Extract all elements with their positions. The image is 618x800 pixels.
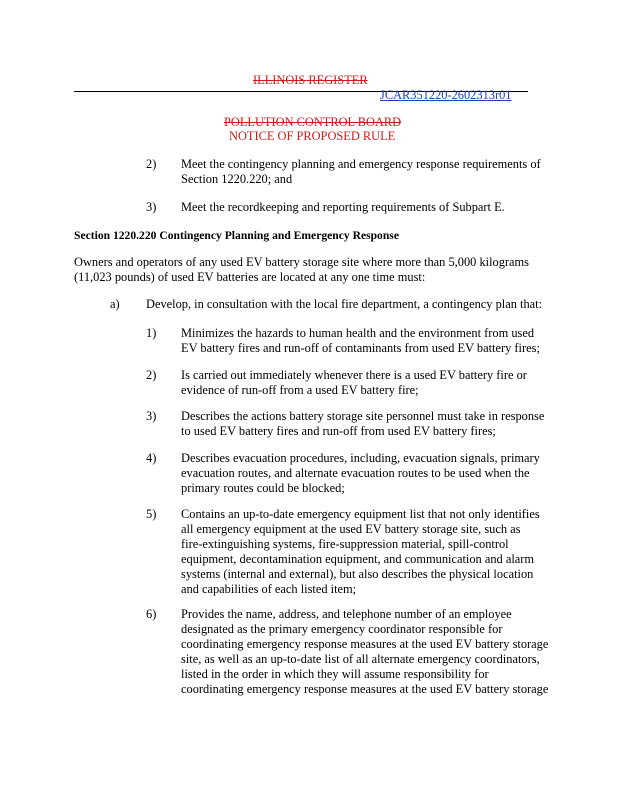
- intro-paragraph-line: Owners and operators of any used EV battery storage site where more than 5,000 kilograms: [74, 255, 529, 269]
- sub-item-line: equipment, decontamination equipment, and communication and alarm: [181, 552, 535, 566]
- intro-item-label: 3): [146, 200, 157, 214]
- intro-item-line: Meet the contingency planning and emergency response requirements of: [181, 157, 541, 171]
- register-title: ILLINOIS REGISTER: [253, 73, 368, 87]
- sub-item-line: listed in the order in which they will assume responsibility for: [181, 667, 489, 681]
- sub-item-line: systems (internal and external), but also describes the physical location: [181, 567, 534, 581]
- sub-item-line: and capabilities of each listed item;: [181, 582, 357, 596]
- sub-item-line: Minimizes the hazards to human health and the environment from used: [181, 326, 535, 340]
- intro-item-line: Meet the recordkeeping and reporting requirements of Subpart E.: [181, 200, 505, 214]
- sub-item-label: 1): [146, 326, 157, 340]
- intro-item-line: Section 1220.220; and: [181, 172, 293, 186]
- sub-item-line: coordinating emergency response measures at the used EV battery storage: [181, 637, 549, 651]
- sub-item-line: evacuation routes, and alternate evacuation routes to be used when the: [181, 466, 530, 480]
- intro-item-label: 2): [146, 157, 157, 171]
- sub-item-line: evidence of run-off from a used EV battery fire;: [181, 383, 419, 397]
- sub-item-line: Is carried out immediately whenever there is a used EV battery fire or: [181, 368, 527, 382]
- jcar-code-link[interactable]: JCAR351220-2602313r01: [380, 88, 512, 102]
- item-a-text: Develop, in consultation with the local fire department, a contingency plan that:: [146, 297, 543, 311]
- item-a-label: a): [110, 297, 120, 311]
- sub-item-label: 6): [146, 607, 157, 621]
- sub-item-line: coordinating emergency response measures at the used EV battery storage: [181, 682, 549, 696]
- sub-item-line: to used EV battery fires and run-off from used EV battery fires;: [181, 424, 496, 438]
- sub-item-line: all emergency equipment at the used EV battery storage site, such as: [181, 522, 521, 536]
- intro-paragraph-line: (11,023 pounds) of used EV batteries are located at any one time must:: [74, 270, 426, 284]
- sub-item-label: 3): [146, 409, 157, 423]
- sub-item-line: designated as the primary emergency coordinator responsible for: [181, 622, 503, 636]
- sub-item-line: fire-extinguishing systems, fire-suppression material, spill-control: [181, 537, 509, 551]
- sub-item-line: site, as well as an up-to-date list of all alternate emergency coordinators,: [181, 652, 540, 666]
- sub-item-label: 2): [146, 368, 157, 382]
- sub-item-line: EV battery fires and run-off of contaminants from used EV battery fires;: [181, 341, 540, 355]
- agency-title: POLLUTION CONTROL BOARD: [224, 115, 402, 129]
- notice-title: NOTICE OF PROPOSED RULE: [229, 129, 396, 143]
- section-heading: Section 1220.220 Contingency Planning and Emergency Response: [74, 229, 399, 242]
- sub-item-label: 4): [146, 451, 157, 465]
- sub-item-line: Describes evacuation procedures, including, evacuation signals, primary: [181, 451, 540, 465]
- sub-item-line: Contains an up-to-date emergency equipment list that not only identifies: [181, 507, 540, 521]
- sub-item-label: 5): [146, 507, 157, 521]
- sub-item-line: primary routes could be blocked;: [181, 481, 345, 495]
- sub-item-line: Describes the actions battery storage site personnel must take in response: [181, 409, 545, 423]
- sub-item-line: Provides the name, address, and telephone number of an employee: [181, 607, 512, 621]
